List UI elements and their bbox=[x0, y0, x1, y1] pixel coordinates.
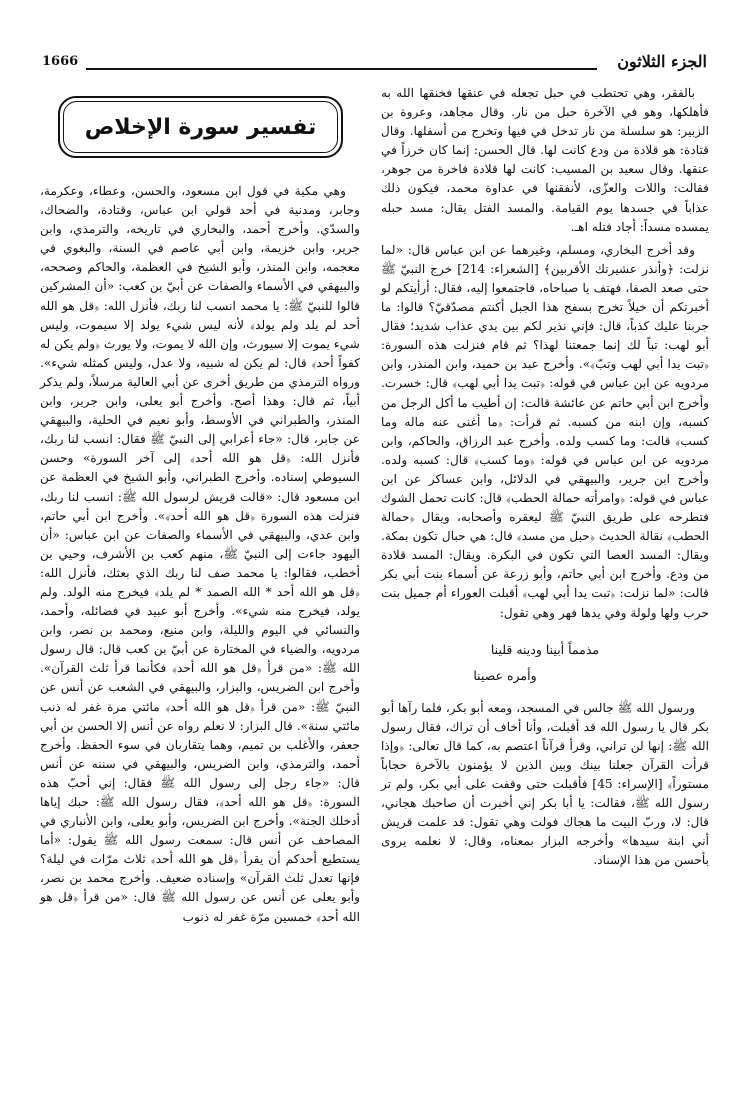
paragraph: وقد أخرج البخاري، ومسلم، وغيرهما عن ابن عباس قال: «لما نزلت: ﴿وأنذر عشيرتك الأقربين﴾ [الشعراء: 214] خرج النبيّ ﷺ حتى صعد الصفا، فهتف يا صباحاه، فاجتمعوا إليه، فقال: أرأيتكم لو أخبرتكم أن خيلاً تخرج بسفح هذا الجبل أكنتم مصدّقيّ؟ قالوا: ما جربنا عليك كذباً، قال: فإني نذير لكم بين يدي عذاب شديد؛ فقال أبو لهب: تباً لك إنما جمعتنا لهذا؟ ثم قام فنزلت هذه السورة: ﴿تبت يدا أبي لهب وتبّ﴾». وأخرج عبد بن حميد، وابن المنذر، وابن مردويه عن ابن عباس في قوله: ﴿تبت يدا أبي لهب﴾ قال: خسرت. وأخرج ابن أبي حاتم عن عائشة قالت: إن أطيب ما أكل الرجل من كسبه، وإن ابنه من كسبه. ثم قرأت: ﴿ما أغنى عنه ماله وما كسب﴾ قالت: وما كسب ولده. وأخرج عبد الرزاق، والحاكم، وابن مردويه عن ابن عباس في قوله: ﴿وما كسب﴾ قال: كسبه ولده. وأخرج ابن جرير، والبيهقي في الدلائل، وابن عساكر عن ابن عباس في قوله: ﴿وامرأته حمالة الحطب﴾ قال: كانت تحمل الشوك فتطرحه على طريق النبيّ ﷺ ليعقره وأصحابه، ويقال ﴿حمالة الحطب﴾ نقالة الحديث ﴿حبل من مسد﴾ قال: هي حبال تكون بمكة. ويقال: المسد العصا التي تكون في البكرة. ويقال: المسد قلادة من ودع. وأخرج ابن أبي حاتم، وأبو زرعة عن أسماء بنت أبي بكر قالت: «لما نزلت: ﴿تبت يدا أبي لهب﴾ أقبلت العوراء أم جميل بنت حرب ولها ولولة وفي يدها فهر وهي تقول: bbox=[381, 242, 709, 620]
poem-line: وأمره عصينا bbox=[473, 667, 537, 683]
poem-verse bbox=[381, 637, 709, 689]
poem-line: مذمماً أبينا ودينه قلينا bbox=[490, 641, 600, 657]
page-header bbox=[42, 52, 707, 76]
paragraph: ورسول الله ﷺ جالس في المسجد، ومعه أبو بكر، فلما رآها أبو بكر قال يا رسول الله قد أقبلت، وأنا أخاف أن تراك، فقال رسول الله ﷺ: إنها لن تراني، وقرأ قرآناً اعتصم به، كما قال تعالى: ﴿وإذا قرأت القرآن جعلنا بينك وبين الذين لا يؤمنون بالآخرة حجاباً مستوراً﴾ [الإسراء: 45] فأقبلت حتى وقفت على أبي بكر، ولم تر رسول الله ﷺ، فقالت: يا أبا بكر إني أخبرت أن صاحبك هجاني، قال: لا، وربّ البيت ما هجاك فولت وهي تقول: قد علمت قريش أني ابنة سيدها» وأخرجه البزار بمعناه، وقال: لا نعلمه يروى بأحسن من هذا الإسناد. bbox=[381, 700, 710, 868]
page-number: 1666 bbox=[42, 54, 79, 69]
paragraph: بالفقر، وهي تحتطب في حبل تجعله في عنقها فخنقها الله به فأهلكها، وهو في الآخرة حبل من نار. وقال مجاهد، وعروة بن الزبير: هو سلسلة من نار تدخل في فيها وتخرج من أسفلها. وقال قتادة: هو قلادة من ودع كانت لها. قال الحسن: إنما كان خرزاً في عنقها. وقال سعيد بن المسيب: كانت لها قلادة فاخرة من جوهر، فقالت: واللات والعزّى، لأنفقنها في عداوة محمد، فيكون ذلك عذاباً في جسدها يوم القيامة. والمسد الفتل يقال: مسد حبله يمسده مسداً: أجاد فتله اهـ. bbox=[381, 86, 709, 234]
surah-title: تفسير سورة الإخلاص bbox=[84, 114, 317, 140]
paragraph: وهي مكية في قول ابن مسعود، والحسن، وعطاء، وعكرمة، وجابر، ومدنية في أحد قولي ابن عباس، وقتادة، والضحاك، والسدّي. وأخرج أحمد، والبخاري في تاريخه، والترمذي، وابن جرير، وابن خزيمة، وابن أبي عاصم في السنة، والبغوي في معجمه، وابن المنذر، وأبو الشيخ في العظمة، والحاكم وصححه، والبيهقي في الأسماء والصفات عن أبيّ بن كعب: «أن المشركين قالوا للنبيّ ﷺ: يا محمد انسب لنا ربك، فأنزل الله: ﴿قل هو الله أحد لم يلد ولم يولد﴾ لأنه ليس شيء يولد إلا سيموت، وليس شيء يموت إلا سيورث، وإن الله لا يموت، ولا يورث ﴿ولم يكن له كفواً أحد﴾ قال: لم يكن له شبيه، ولا عدل، وليس كمثله شيء». ورواه الترمذي من طريق أخرى عن أبي العالية مرسلاً، ولم يذكر أبياً، ثم قال: وهذا أصح. وأخرج أبو يعلى، وابن جرير، وابن المنذر، والطبراني في الأوسط، وأبو نعيم في الحلية، والبيهقي عن جابر، قال: «جاء أعرابي إلى النبيّ ﷺ فقال: انسب لنا ربك، فأنزل الله: ﴿قل هو الله أحد﴾ إلى آخر السورة» وحسن السيوطي إسناده. وأخرج الطبراني، وأبو الشيخ في العظمة عن ابن مسعود قال: «قالت قريش لرسول الله ﷺ: انسب لنا ربك، فنزلت هذه السورة ﴿قل هو الله أحد﴾». وأخرج ابن أبي حاتم، وابن عدي، والبيهقي في الأسماء والصفات عن ابن عباس: «أن اليهود جاءت إلى النبيّ ﷺ، منهم كعب بن الأشرف، وحيي بن أخطب، فقالوا: يا محمد صف لنا ربك الذي بعثك، فأنزل الله: ﴿قل هو الله أحد * الله الصمد * لم يلد﴾ فيخرج منه الولد. ولم يولد، فيخرج منه شيء». وأخرج أبو عبيد في فضائله، وأحمد، والنسائي في اليوم والليلة، وابن منيع، ومحمد بن نصر، وابن مردويه، والضياء في المختارة عن أبيّ بن كعب قال: قال رسول الله ﷺ: «من قرأ ﴿قل هو الله أحد﴾ فكأنما قرأ ثلث القرآن». وأخرج ابن الضريس، والبزار، والبيهقي في الشعب عن أنس عن النبيّ ﷺ: «من قرأ ﴿قل هو الله أحد﴾ مائتي مرة غفر له ذنب مائتي سنة». قال البزار: لا نعلم رواه عن أنس إلا الحسن بن أبي جعفر، والأغلب بن تميم، وهما يتقاربان في سوء الحفظ. وأخرج أحمد، والترمذي، وابن الضريس، والبيهقي في سننه عن أنس قال: «جاء رجل إلى رسول الله ﷺ فقال: إني أحبّ هذه السورة: ﴿قل هو الله أحد﴾، فقال رسول الله ﷺ: حبك إياها أدخلك الجنة». وأخرج ابن الضريس، وأبو يعلى، وابن الأنباري في المصاحف عن أنس قال: سمعت رسول الله ﷺ يقول: «أما يستطيع أحدكم أن يقرأ ﴿قل هو الله أحد﴾ ثلاث مرّات في ليلة؟ فإنها تعدل ثلث القرآن» وإسناده ضعيف. وأخرج محمد بن نصر، وأبو يعلى عن أنس عن رسول الله ﷺ قال: «من قرأ ﴿قل هو الله أحد﴾ خمسين مرّة غفر له ذنوب bbox=[40, 184, 360, 924]
right-column bbox=[381, 84, 709, 874]
left-column bbox=[40, 182, 360, 931]
part-title: الجزء الثلاثون bbox=[617, 52, 707, 71]
surah-title-frame bbox=[58, 96, 343, 158]
header-rule bbox=[86, 68, 597, 70]
